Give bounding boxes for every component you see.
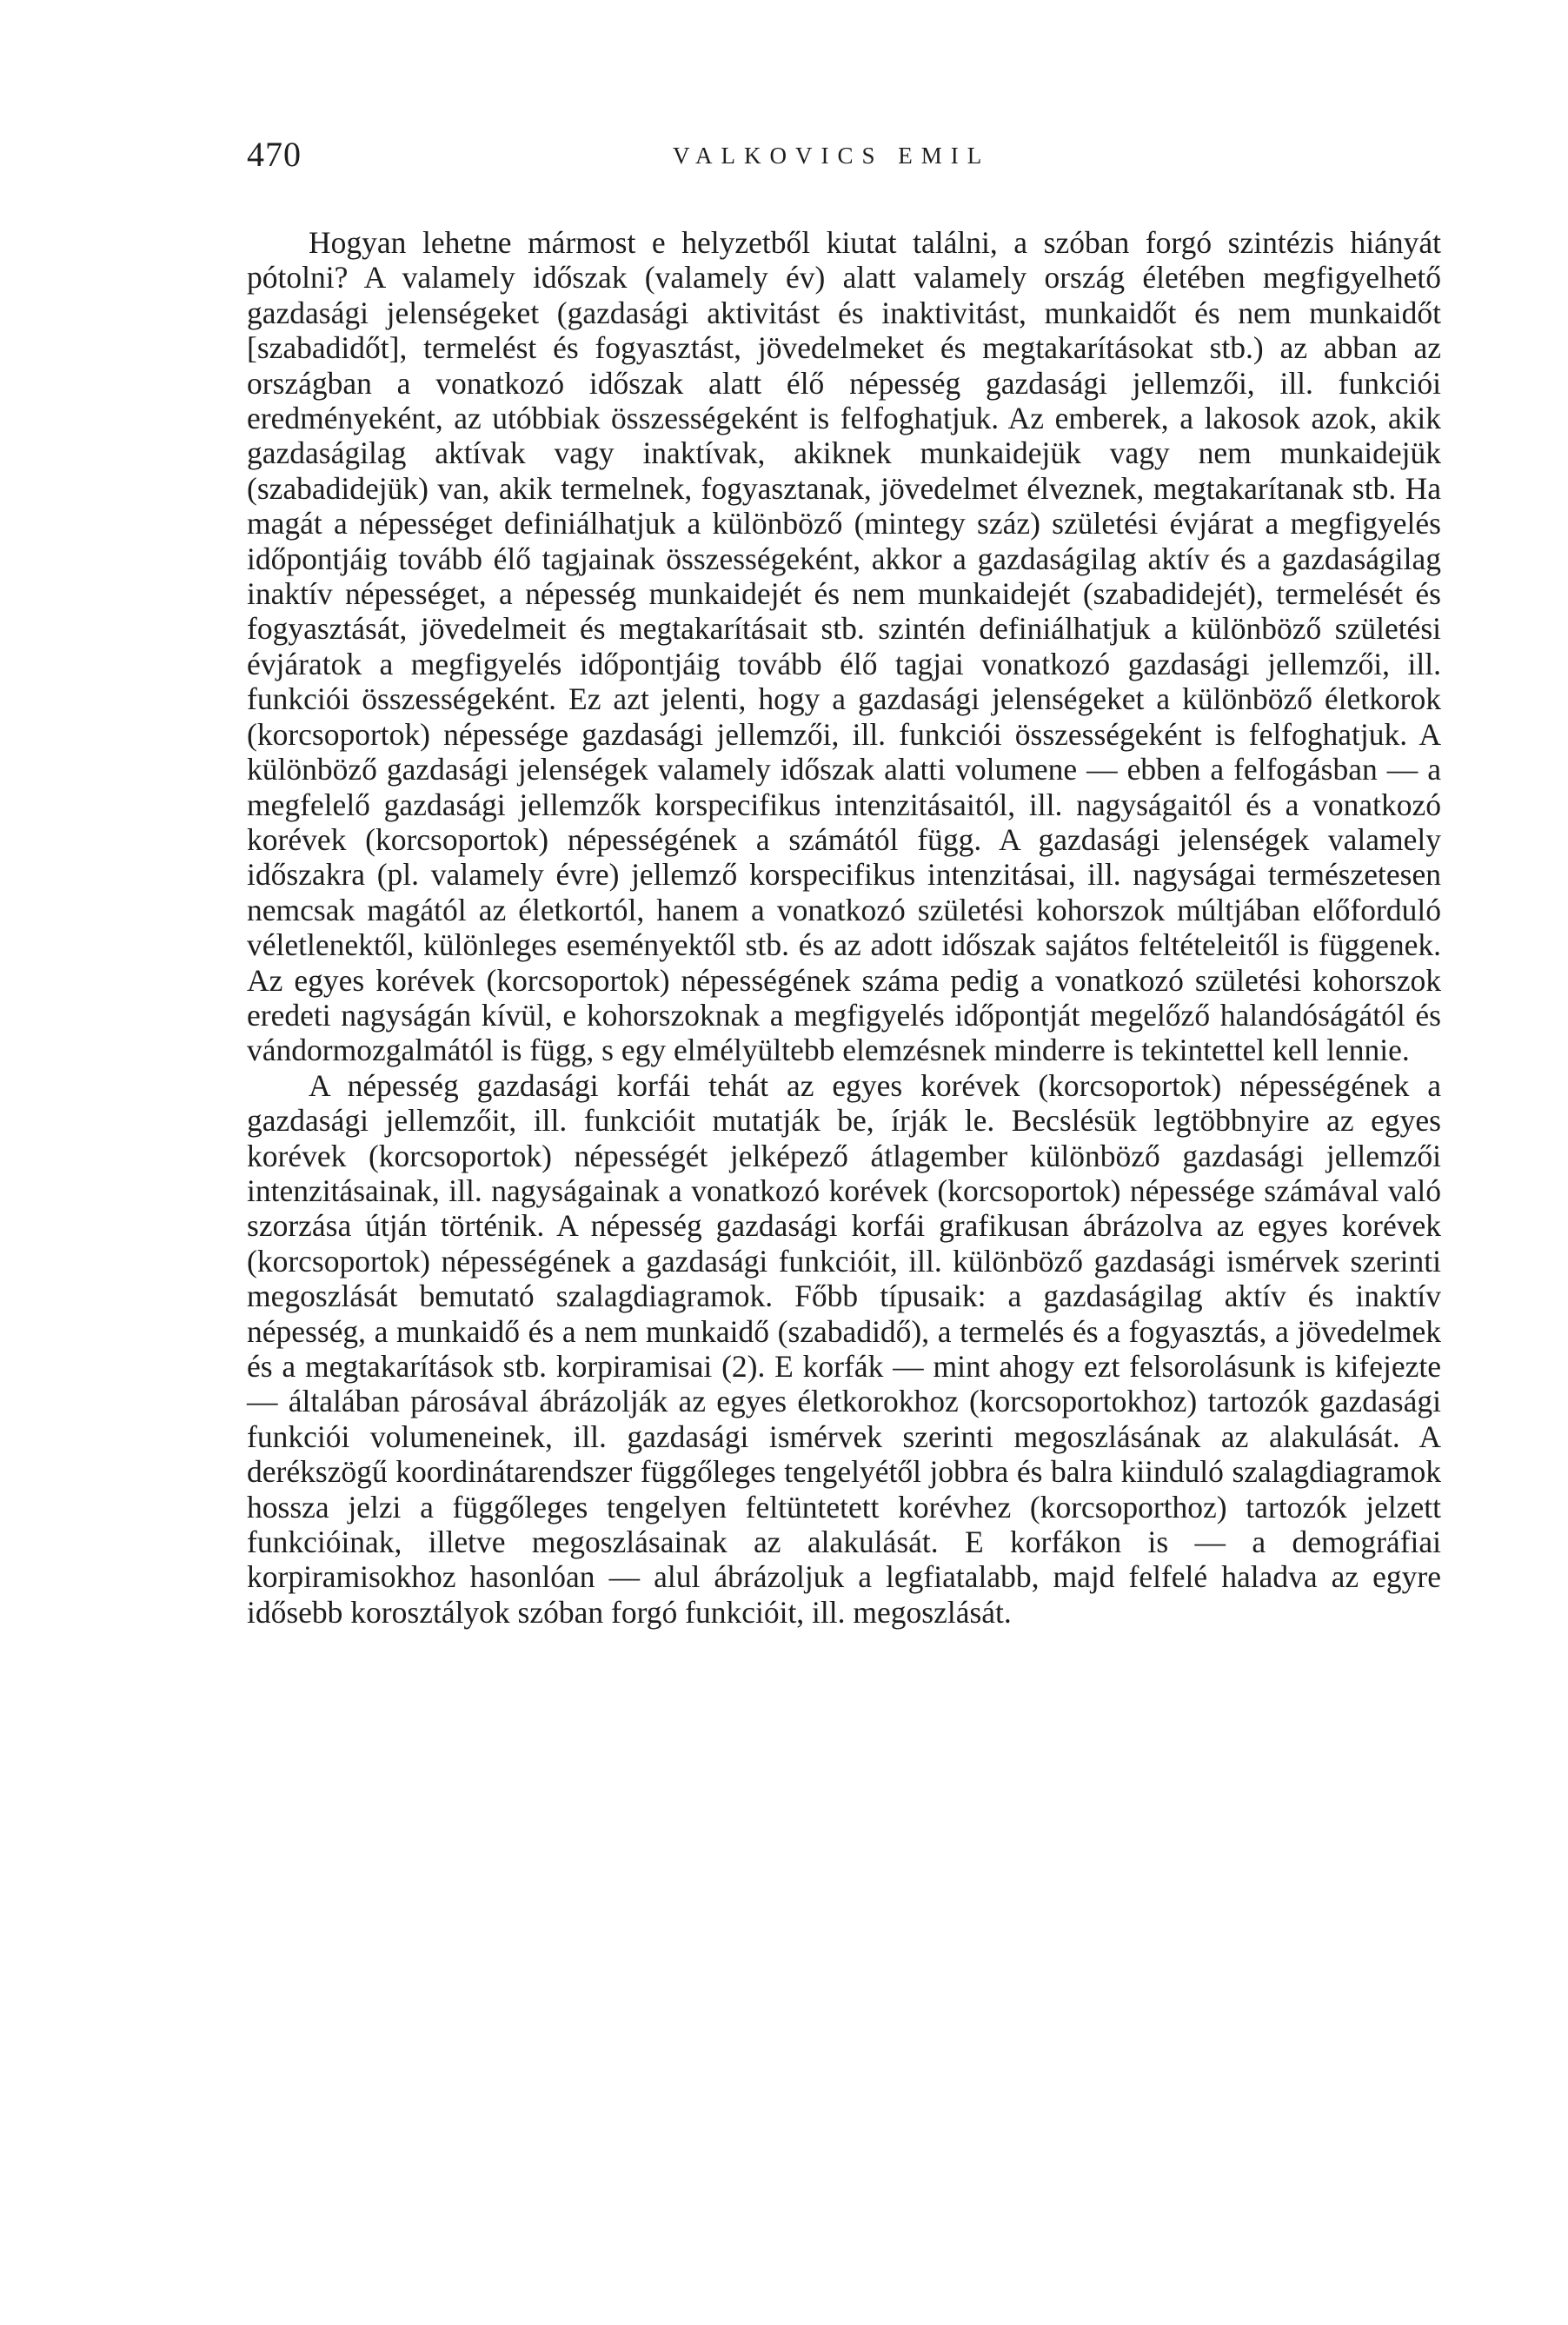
page-number: 470 (247, 135, 302, 174)
paragraph: A népesség gazdasági korfái tehát az egyes korévek (korcsoportok) népességének a gazdasági jellemzőit, ill. funkcióit mutatják be, írják le. Becslésük legtöbbnyire az egyes korévek (korcsoportok) népességét jelképező átlagember különböző gazdasági jellemzői intenzitásainak, ill. nagyságainak a vonatkozó korévek (korcsoportok) népessége számával való szorzása útján történik. A népesség gazdasági korfái grafikusan ábrázolva az egyes korévek (korcsoportok) népességének a gazdasági funkcióit, ill. különböző gazdasági ismérvek szerinti megoszlását bemutató szalagdiagramok. Főbb típusaik: a gazdaságilag aktív és inaktív népesség, a munkaidő és a nem munkaidő (szabadidő), a termelés és a fogyasztás, a jövedelmek és a megtakarítások stb. korpiramisai (2). E korfák — mint ahogy ezt felsorolásunk is kifejezte — általában párosával ábrázolják az egyes életkorokhoz (korcsoportokhoz) tartozók gazdasági funkciói volumeneinek, ill. gazdasági ismérvek szerinti megoszlásának az alakulását. A derékszögű koordinátarendszer függőleges tengelyétől jobbra és balra kiinduló szalagdiagramok hossza jelzi a függőleges tengelyen feltüntetett korévhez (korcsoporthoz) tartozók jelzett funkcióinak, illetve megoszlásainak az alakulását. E korfákon is — a demográfiai korpiramisokhoz hasonlóan — alul ábrázoljuk a legfiatalabb, majd felfelé haladva az egyre idősebb korosztályok szóban forgó funkcióit, ill. megoszlását. (247, 1067, 1441, 1630)
page-header (247, 129, 1441, 181)
running-head: VALKOVICS EMIL (673, 143, 991, 169)
body-text (247, 225, 1441, 1630)
paragraph: Hogyan lehetne mármost e helyzetből kiutat találni, a szóban forgó szintézis hiányát pótolni? A valamely időszak (valamely év) alatt valamely ország életében megfigyelhető gazdasági jelenségeket (gazdasági aktivitást és inaktivitást, munkaidőt és nem munkaidőt [szabadidőt], termelést és fogyasztást, jövedelmeket és megtakarításokat stb.) az abban az országban a vonatkozó időszak alatt élő népesség gazdasági jellemzői, ill. funkciói eredményeként, az utóbbiak összességeként is felfoghatjuk. Az emberek, a lakosok azok, akik gazdaságilag aktívak vagy inaktívak, akiknek munkaidejük vagy nem munkaidejük (szabadidejük) van, akik termelnek, fogyasztanak, jövedelmet élveznek, megtakarítanak stb. Ha magát a népességet definiálhatjuk a különböző (mintegy száz) születési évjárat a megfigyelés időpontjáig tovább élő tagjainak összességeként, akkor a gazdaságilag aktív és a gazdaságilag inaktív népességet, a népesség munkaidejét és nem munkaidejét (szabadidejét), termelését és fogyasztását, jövedelmeit és megtakarításait stb. szintén definiálhatjuk a különböző születési évjáratok a megfigyelés időpontjáig tovább élő tagjai vonatkozó gazdasági jellemzői, ill. funkciói összességeként. Ez azt jelenti, hogy a gazdasági jelenségeket a különböző életkorok (korcsoportok) népessége gazdasági jellemzői, ill. funkciói összességeként is felfoghatjuk. A különböző gazdasági jelenségek valamely időszak alatti volumene — ebben a felfogásban — a megfelelő gazdasági jellemzők korspecifikus intenzitásaitól, ill. nagyságaitól és a vonatkozó korévek (korcsoportok) népességének a számától függ. A gazdasági jelenségek valamely időszakra (pl. valamely évre) jellemző korspecifikus intenzitásai, ill. nagyságai természetesen nemcsak magától az életkortól, hanem a vonatkozó születési kohorszok múltjában előforduló véletlenektől, különleges eseményektől stb. és az adott időszak sajátos feltételeitől is függenek. Az egyes korévek (korcsoportok) népességének száma pedig a vonatkozó születési kohorszok eredeti nagyságán kívül, e kohorszoknak a megfigyelés időpontját megelőző halandóságától és vándormozgalmától is függ, s egy elmélyültebb elemzésnek minderre is tekintettel kell lennie. (247, 225, 1441, 1068)
